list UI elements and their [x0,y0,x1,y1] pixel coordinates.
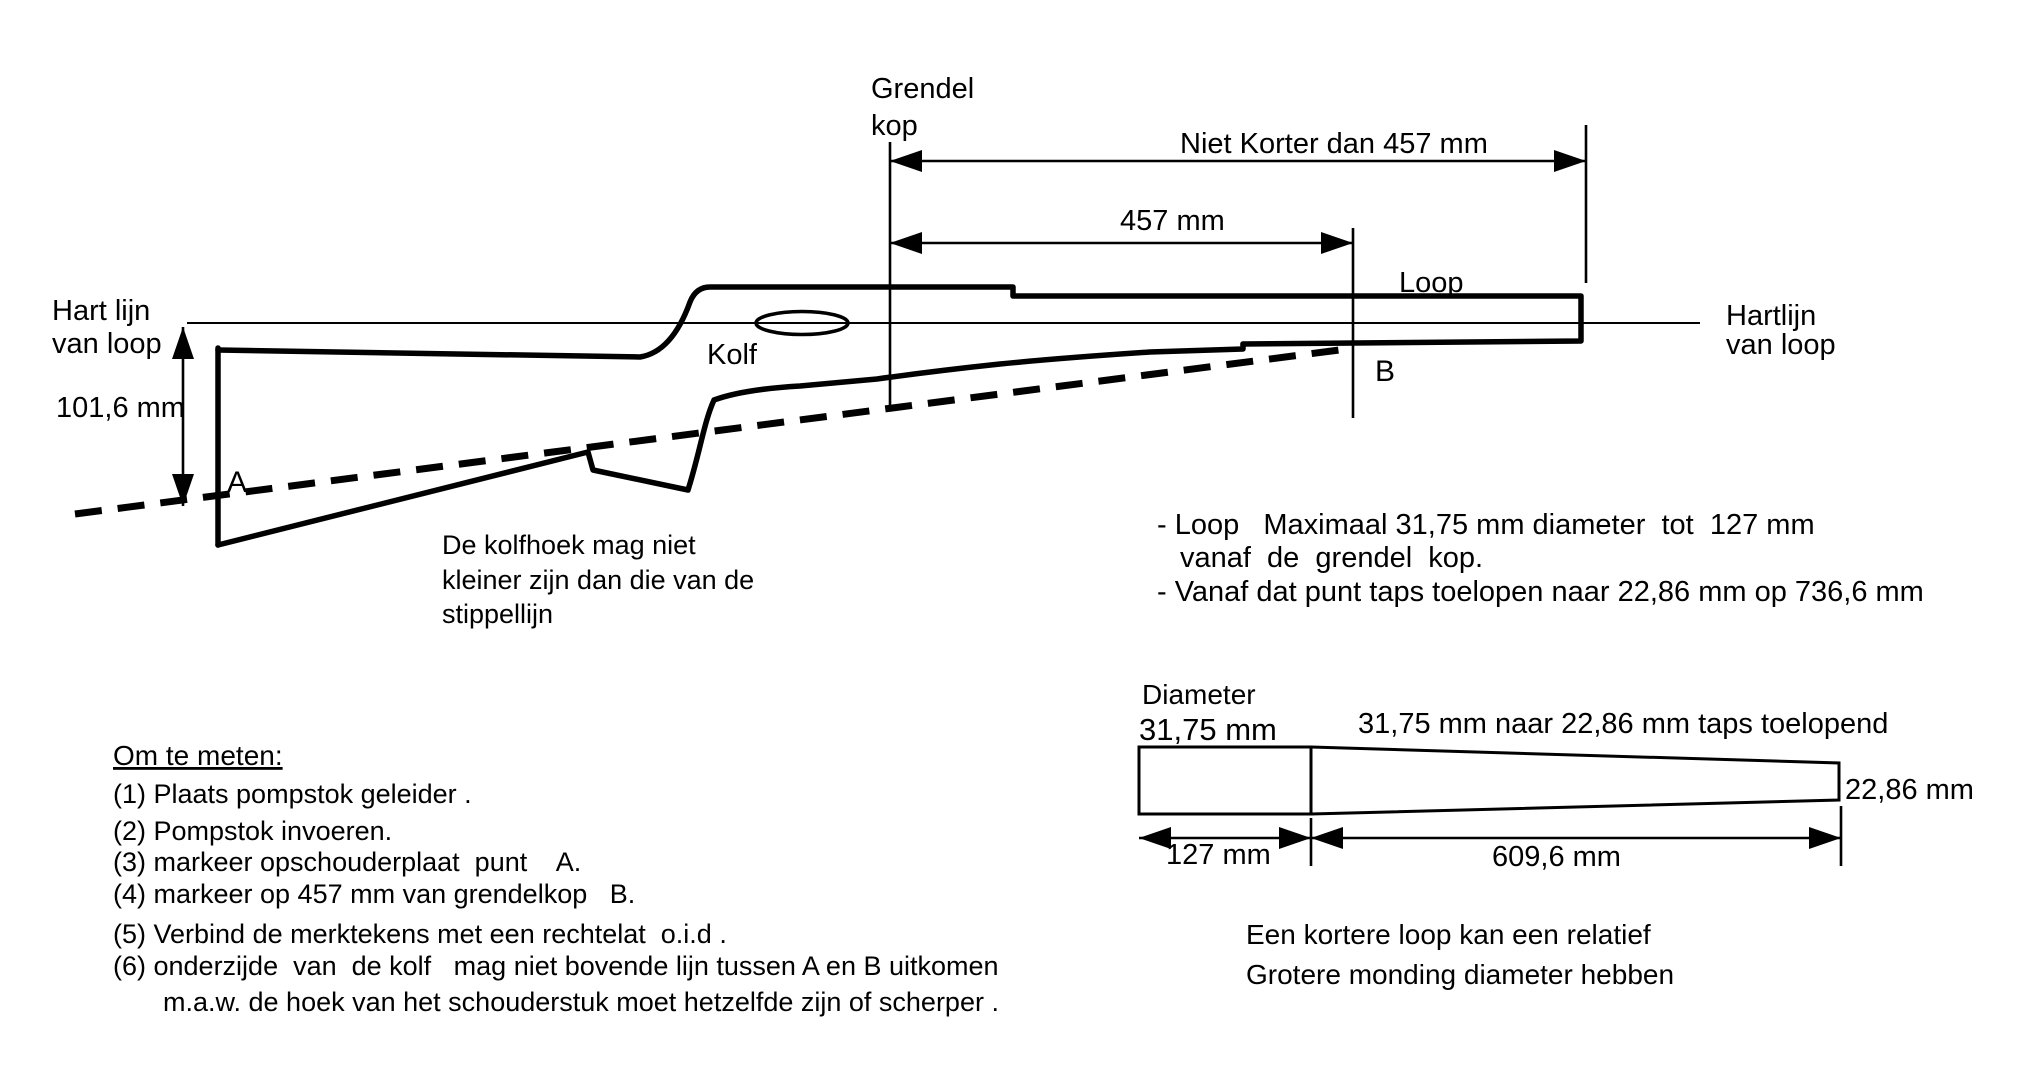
point-a-label: A [227,466,248,499]
barrel-caption-line2: Grotere monding diameter hebben [1246,959,1675,990]
barrel-diameter-start-label: 31,75 mm [1139,712,1277,747]
barrel-caption-line1: Een kortere loop kan een relatief [1246,919,1651,950]
measuring-steps-title: Om te meten: [113,740,283,771]
hartlijn-right-label-line1: Hartlijn [1726,300,1817,332]
kolfhoek-note-line3: stippellijn [442,599,554,629]
dim-label-niet-korter: Niet Korter dan 457 mm [1180,128,1488,160]
loop-spec-line2: vanaf de grendel kop. [1180,542,1484,574]
barrel-straight-section [1139,747,1311,814]
kolfhoek-note-line1: De kolfhoek mag niet [442,530,696,560]
measuring-step-1: (1) Plaats pompstok geleider . [113,779,472,809]
barrel-taper-label: 31,75 mm naar 22,86 mm taps toelopend [1358,708,1889,740]
dim-label-127: 127 mm [1166,839,1271,871]
measuring-step-5: (5) Verbind de merktekens met een rechtelat o.i.d . [113,919,727,949]
hartlijn-right-label-line2: van loop [1726,329,1836,361]
loop-label: Loop [1399,267,1464,299]
measuring-step-3: (3) markeer opschouderplaat punt A. [113,847,582,877]
stippellijn-dashed-line [75,349,1347,514]
dim-label-457: 457 mm [1120,205,1225,237]
point-b-label: B [1375,355,1396,388]
measuring-step-2: (2) Pompstok invoeren. [113,816,393,846]
measuring-step-6b: m.a.w. de hoek van het schouderstuk moet hetzelfde zijn of scherper . [163,987,999,1017]
hartlijn-left-label-line2: van loop [52,328,162,360]
loop-spec-line3: - Vanaf dat punt taps toelopen naar 22,86 mm op 736,6 mm [1157,576,1924,608]
grendel-kop-label-line1: Grendel [871,73,975,105]
barrel-diameter-end-label: 22,86 mm [1845,774,1974,806]
dim-label-101-6: 101,6 mm [56,392,185,424]
measuring-step-4: (4) markeer op 457 mm van grendelkop B. [113,879,636,909]
barrel-taper-section [1311,747,1839,814]
hartlijn-left-label-line1: Hart lijn [52,295,151,327]
kolf-label: Kolf [707,339,757,371]
gun-bottom-outline [218,344,1243,545]
loop-spec-line1: - Loop Maximaal 31,75 mm diameter tot 127 mm [1157,509,1815,541]
grendel-kop-label-line2: kop [871,110,918,142]
barrel-diagram-title: Diameter [1142,679,1256,710]
dim-label-609: 609,6 mm [1492,841,1621,873]
measuring-step-6: (6) onderzijde van de kolf mag niet bovende lijn tussen A en B uitkomen [113,951,999,981]
kolfhoek-note-line2: kleiner zijn dan die van de [442,565,755,595]
